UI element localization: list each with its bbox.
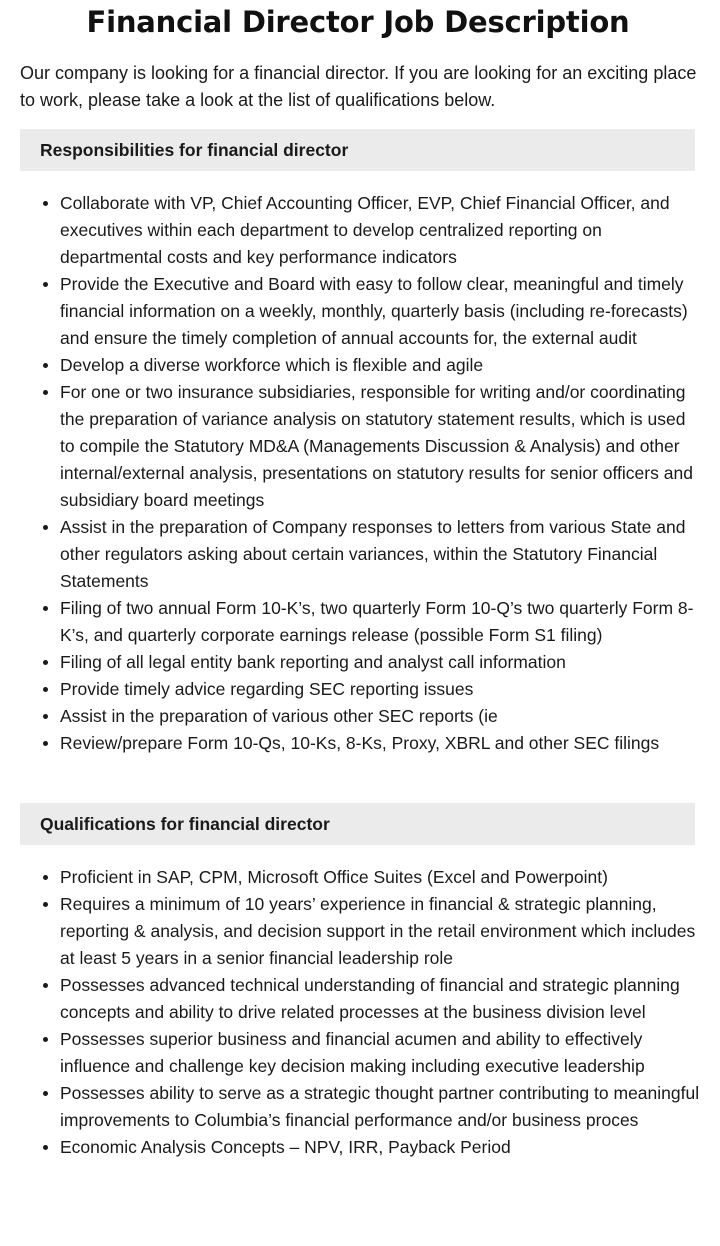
responsibility-item: Provide timely advice regarding SEC reporting issues bbox=[60, 676, 700, 703]
page-title: Financial Director Job Description bbox=[86, 5, 630, 39]
responsibility-item: Develop a diverse workforce which is flexible and agile bbox=[60, 352, 700, 379]
qualification-item: Possesses ability to serve as a strategic thought partner contributing to meaningful improvements to Columbia’s financial performance and/or business proces bbox=[60, 1080, 700, 1134]
responsibilities-heading: Responsibilities for financial director bbox=[20, 129, 695, 171]
responsibilities-list bbox=[20, 190, 700, 757]
qualification-item: Requires a minimum of 10 years’ experience in financial & strategic planning, reporting & analysis, and decision support in the retail environment which includes at least 5 years in a senior financial leadership role bbox=[60, 891, 700, 972]
responsibility-item: Provide the Executive and Board with easy to follow clear, meaningful and timely financial information on a weekly, monthly, quarterly basis (including re-forecasts) and ensure the timely completion of annual accounts for, the external audit bbox=[60, 271, 700, 352]
responsibility-item: Assist in the preparation of various other SEC reports (ie bbox=[60, 703, 700, 730]
responsibility-item: Filing of two annual Form 10-K’s, two quarterly Form 10-Q’s two quarterly Form 8-K’s, and quarterly corporate earnings release (possible Form S1 filing) bbox=[60, 595, 700, 649]
qualifications-heading: Qualifications for financial director bbox=[20, 803, 695, 845]
qualification-item: Proficient in SAP, CPM, Microsoft Office Suites (Excel and Powerpoint) bbox=[60, 864, 700, 891]
qualifications-list bbox=[20, 864, 700, 1161]
qualification-item: Possesses advanced technical understanding of financial and strategic planning concepts and ability to drive related processes at the business division level bbox=[60, 972, 700, 1026]
qualification-item: Possesses superior business and financial acumen and ability to effectively influence and challenge key decision making including executive leadership bbox=[60, 1026, 700, 1080]
responsibility-item: Review/prepare Form 10-Qs, 10-Ks, 8-Ks, Proxy, XBRL and other SEC filings bbox=[60, 730, 700, 757]
intro-paragraph: Our company is looking for a financial director. If you are looking for an exciting place to work, please take a look at the list of qualifications below. bbox=[20, 63, 697, 110]
responsibility-item: Collaborate with VP, Chief Accounting Officer, EVP, Chief Financial Officer, and executives within each department to develop centralized reporting on departmental costs and key performance indicators bbox=[60, 190, 700, 271]
qualification-item: Economic Analysis Concepts – NPV, IRR, Payback Period bbox=[60, 1134, 700, 1161]
responsibility-item: Assist in the preparation of Company responses to letters from various State and other regulators asking about certain variances, within the Statutory Financial Statements bbox=[60, 514, 700, 595]
responsibility-item: Filing of all legal entity bank reporting and analyst call information bbox=[60, 649, 700, 676]
responsibility-item: For one or two insurance subsidiaries, responsible for writing and/or coordinating the preparation of variance analysis on statutory statement results, which is used to compile the Statutory MD&A (Managements Discussion & Analysis) and other internal/external analysis, presentations on statutory results for senior officers and subsidiary board meetings bbox=[60, 379, 700, 514]
